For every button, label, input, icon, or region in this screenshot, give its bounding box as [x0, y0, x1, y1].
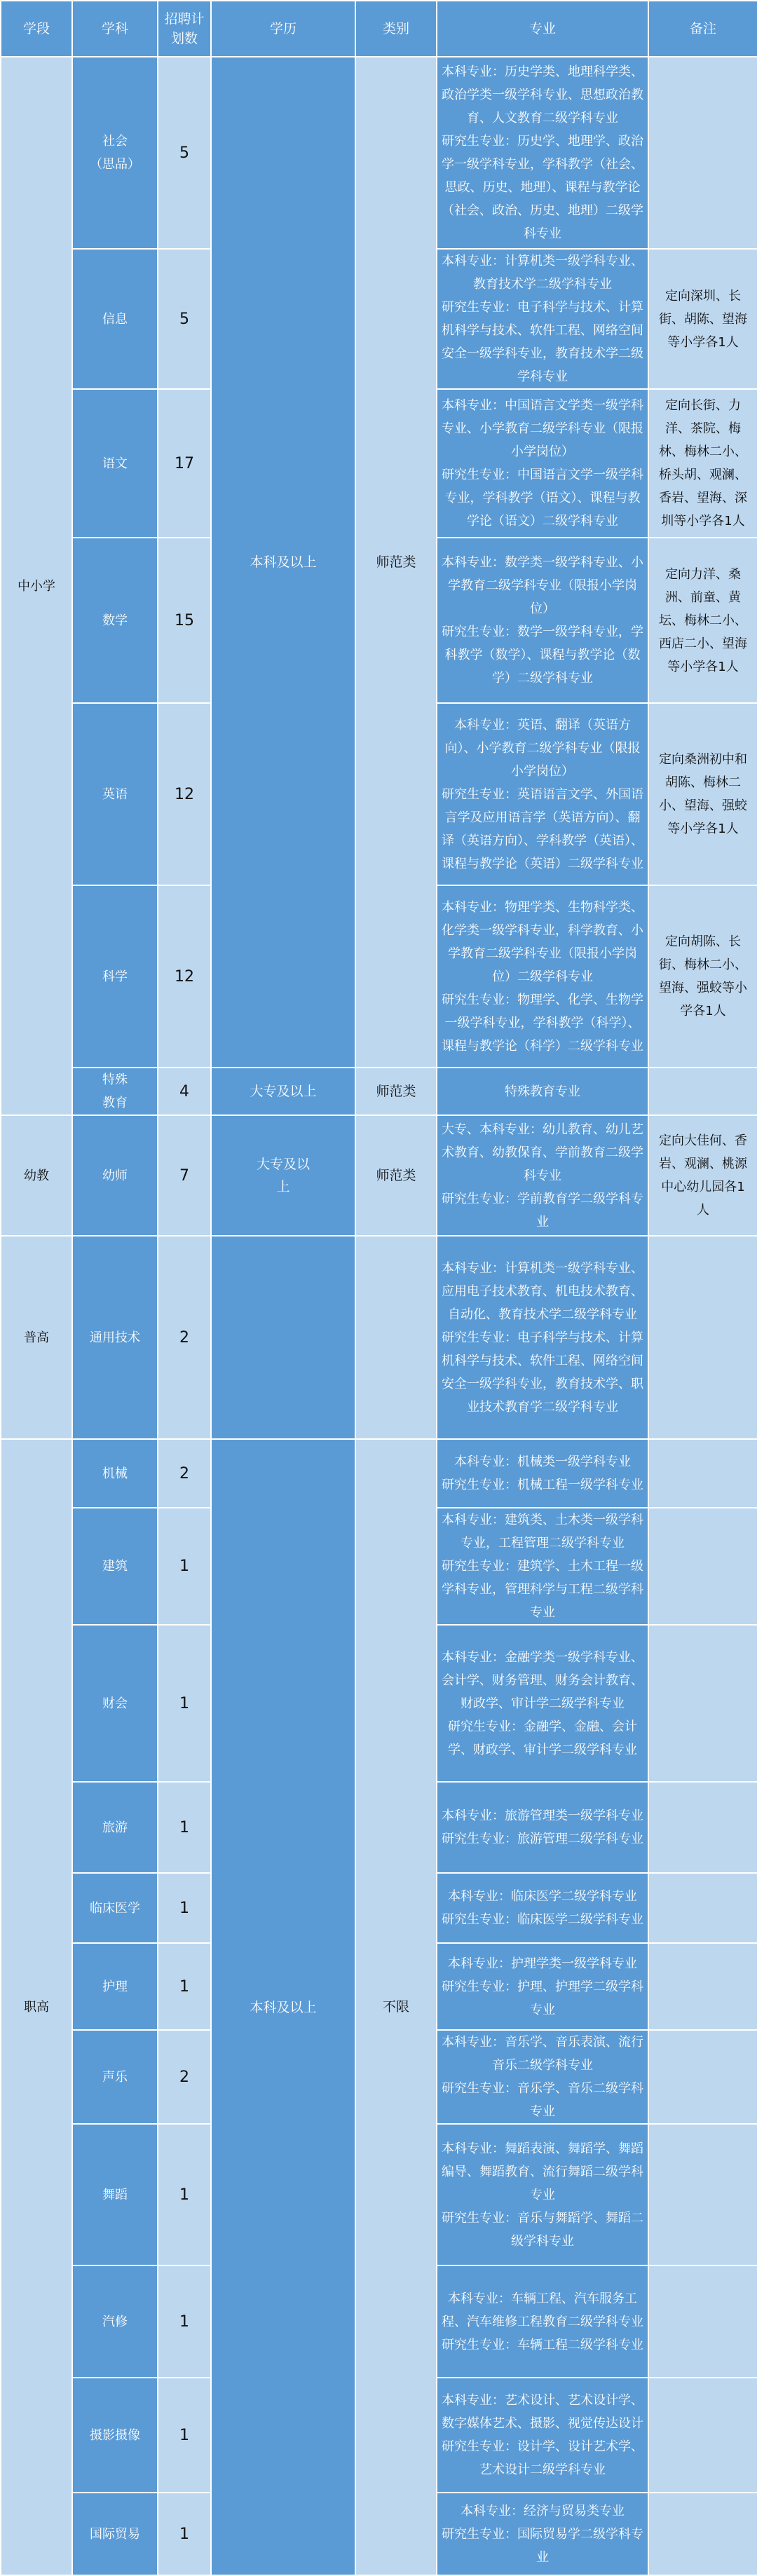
- header-cell: 学科: [72, 1, 158, 57]
- header-cell: 学段: [1, 1, 72, 57]
- count-cell: 1: [158, 2378, 211, 2493]
- major-cell: [437, 1782, 648, 1873]
- major-line: 研究生专业：旅游管理二级学科专业: [442, 1832, 643, 1846]
- education-cell: 大专及以上: [211, 1068, 355, 1115]
- stage-cell: 普高: [1, 1236, 72, 1439]
- subject-cell: 社会 （思品）: [72, 57, 158, 249]
- education-cell: 大专及以 上: [211, 1115, 355, 1236]
- count-cell: 1: [158, 1508, 211, 1625]
- major-line: 研究生专业：学前教育学二级学科专业: [442, 1191, 643, 1229]
- subject-cell: 摄影摄像: [72, 2378, 158, 2493]
- major-line: 研究生专业：车辆工程二级学科专业: [442, 2337, 643, 2352]
- subject-cell: 临床医学: [72, 1873, 158, 1943]
- major-line: 本科专业：英语、翻译（英语方向）、小学教育二级学科专业（限报小学岗位）: [444, 717, 641, 779]
- note-cell: [648, 1782, 757, 1873]
- major-cell: [437, 249, 648, 389]
- major-cell: [437, 1068, 648, 1115]
- major-line: 本科专业：机械类一级学科专业: [454, 1454, 631, 1469]
- major-cell: [437, 2265, 648, 2378]
- table-row: [1, 1115, 757, 1236]
- major-cell: [437, 1625, 648, 1782]
- major-line: 本科专业：经济与贸易类专业: [461, 2503, 625, 2519]
- subject-cell: 通用技术: [72, 1236, 158, 1439]
- table-row: [1, 1068, 757, 1115]
- count-cell: 17: [158, 389, 211, 538]
- subject-cell: 语文: [72, 389, 158, 538]
- note-cell: [648, 1439, 757, 1508]
- header-cell: 类别: [355, 1, 437, 57]
- major-line: 研究生专业：音乐学、音乐二级学科专业: [442, 2081, 643, 2119]
- major-line: 本科专业：计算机类一级学科专业、教育技术学二级学科专业: [442, 254, 643, 292]
- subject-cell: 旅游: [72, 1782, 158, 1873]
- count-cell: 1: [158, 1625, 211, 1782]
- subject-cell: 国际贸易: [72, 2493, 158, 2575]
- stage-cell: 中小学: [1, 57, 72, 1115]
- category-cell: [355, 1236, 437, 1439]
- major-line: 研究生专业：英语语言文学、外国语言学及应用语言学（英语方向）、翻译（英语方向）、学科教学（英语）、课程与教学论（英语）二级学科专业: [442, 786, 643, 871]
- major-cell: [437, 389, 648, 538]
- major-line: 本科专业：计算机类一级学科专业、应用电子技术教育、机电技术教育、自动化、教育技术学二级学科专业: [442, 1260, 643, 1322]
- count-cell: 12: [158, 885, 211, 1068]
- count-cell: 1: [158, 2265, 211, 2378]
- subject-cell: 数学: [72, 538, 158, 703]
- major-line: 研究生专业：护理、护理学二级学科专业: [442, 1979, 643, 2017]
- major-cell: [437, 57, 648, 249]
- major-cell: [437, 703, 648, 885]
- note-cell: [648, 1943, 757, 2030]
- header-cell: 专业: [437, 1, 648, 57]
- major-line: 本科专业：金融学类一级学科专业、会计学、财务管理、财务会计教育、财政学、审计学二级学科专业: [442, 1649, 643, 1711]
- subject-cell: 幼师: [72, 1115, 158, 1236]
- note-cell: 定向桑洲初中和胡陈、梅林二小、望海、强蛟等小学各1人: [648, 703, 757, 885]
- major-line: 研究生专业：金融学、金融、会计学、财政学、审计学二级学科专业: [448, 1719, 637, 1757]
- header-row: [1, 1, 757, 57]
- note-cell: 定向深圳、长街、胡陈、望海等小学各1人: [648, 249, 757, 389]
- note-cell: 定向胡陈、长街、梅林二小、望海、强蛟等小学各1人: [648, 885, 757, 1068]
- note-cell: [648, 2124, 757, 2265]
- major-cell: [437, 2493, 648, 2575]
- subject-cell: 信息: [72, 249, 158, 389]
- stage-cell: 职高: [1, 1439, 72, 2575]
- category-cell: 师范类: [355, 1115, 437, 1236]
- major-line: 研究生专业：电子科学与技术、计算机科学与技术、软件工程、网络空间安全一级学科专业，教育技术学、职业技术教育学二级学科专业: [442, 1330, 643, 1415]
- subject-cell: 汽修: [72, 2265, 158, 2378]
- subject-cell: 建筑: [72, 1508, 158, 1625]
- count-cell: 1: [158, 2493, 211, 2575]
- note-cell: [648, 57, 757, 249]
- count-cell: 1: [158, 1782, 211, 1873]
- education-cell: 本科及以上: [211, 1439, 355, 2575]
- major-cell: [437, 885, 648, 1068]
- major-cell: [437, 1439, 648, 1508]
- subject-cell: 英语: [72, 703, 158, 885]
- count-cell: 12: [158, 703, 211, 885]
- count-cell: 5: [158, 57, 211, 249]
- note-cell: [648, 1508, 757, 1625]
- table-row: [1, 1236, 757, 1439]
- major-line: 本科专业：物理学类、生物科学类、化学类一级学科专业，科学教育、小学教育二级学科专业（限报小学岗位）二级学科专业: [442, 899, 643, 984]
- major-line: 本科专业：建筑类、土木类一级学科专业，工程管理二级学科专业: [442, 1513, 643, 1551]
- note-cell: [648, 2493, 757, 2575]
- note-cell: [648, 1873, 757, 1943]
- major-cell: [437, 2030, 648, 2124]
- major-line: 本科专业：中国语言文学类一级学科专业、小学教育二级学科专业（限报小学岗位）: [442, 398, 643, 459]
- major-line: 研究生专业：设计学、设计艺术学、艺术设计二级学科专业: [442, 2439, 643, 2477]
- major-line: 研究生专业：历史学、地理学、政治学一级学科专业，学科教学（社会、思政、历史、地理）、课程与教学论（社会、政治、历史、地理）二级学科专业: [442, 134, 643, 241]
- count-cell: 1: [158, 1943, 211, 2030]
- note-cell: 定向力洋、桑洲、前童、黄坛、梅林二小、西店二小、望海等小学各1人: [648, 538, 757, 703]
- header-cell: 招聘计划数: [158, 1, 211, 57]
- major-line: 研究生专业：中国语言文学一级学科专业，学科教学（语文）、课程与教学论（语文）二级学科专业: [442, 468, 643, 529]
- major-cell: [437, 1115, 648, 1236]
- major-line: 大专、本科专业：幼儿教育、幼儿艺术教育、幼教保育、学前教育二级学科专业: [442, 1122, 643, 1183]
- major-line: 本科专业：车辆工程、汽车服务工程、汽车维修工程教育二级学科专业: [442, 2291, 643, 2329]
- major-cell: [437, 2124, 648, 2265]
- subject-cell: 声乐: [72, 2030, 158, 2124]
- major-cell: [437, 1236, 648, 1439]
- major-line: 本科专业：艺术设计、艺术设计学、数字媒体艺术、摄影、视觉传达设计: [442, 2393, 643, 2431]
- major-line: 本科专业：护理学类一级学科专业: [448, 1956, 637, 1971]
- note-cell: [648, 1625, 757, 1782]
- note-cell: [648, 2378, 757, 2493]
- education-cell: 本科及以上: [211, 57, 355, 1068]
- major-line: 本科专业：舞蹈表演、舞蹈学、舞蹈编导、舞蹈教育、流行舞蹈二级学科专业: [442, 2141, 643, 2202]
- major-line: 研究生专业：临床医学二级学科专业: [442, 1912, 643, 1927]
- count-cell: 1: [158, 2124, 211, 2265]
- major-cell: [437, 1508, 648, 1625]
- note-cell: 定向大佳何、香岩、观澜、桃源中心幼儿园各1人: [648, 1115, 757, 1236]
- count-cell: 2: [158, 1439, 211, 1508]
- major-cell: [437, 1873, 648, 1943]
- major-line: 研究生专业：电子科学与技术、计算机科学与技术、软件工程、网络空间安全一级学科专业，教育技术学二级学科专业: [442, 300, 643, 384]
- note-cell: [648, 2265, 757, 2378]
- category-cell: 师范类: [355, 1068, 437, 1115]
- major-line: 研究生专业：物理学、化学、生物学一级学科专业，学科教学（科学）、课程与教学论（科学）二级学科专业: [442, 992, 643, 1054]
- major-line: 研究生专业：机械工程一级学科专业: [442, 1478, 643, 1492]
- major-line: 本科专业：临床医学二级学科专业: [448, 1889, 637, 1904]
- count-cell: 5: [158, 249, 211, 389]
- stage-cell: 幼教: [1, 1115, 72, 1236]
- subject-cell: 特殊 教育: [72, 1068, 158, 1115]
- count-cell: 1: [158, 1873, 211, 1943]
- category-cell: 师范类: [355, 57, 437, 1068]
- major-line: 研究生专业：国际贸易学二级学科专业: [442, 2526, 643, 2565]
- subject-cell: 科学: [72, 885, 158, 1068]
- education-cell: [211, 1236, 355, 1439]
- subject-cell: 舞蹈: [72, 2124, 158, 2265]
- major-line: 研究生专业：数学一级学科专业，学科教学（数学）、课程与教学论（数学）二级学科专业: [442, 625, 643, 686]
- major-cell: [437, 538, 648, 703]
- subject-cell: 财会: [72, 1625, 158, 1782]
- count-cell: 15: [158, 538, 211, 703]
- count-cell: 7: [158, 1115, 211, 1236]
- major-line: 特殊教育专业: [505, 1084, 580, 1099]
- note-cell: [648, 1236, 757, 1439]
- major-line: 本科专业：数学类一级学科专业、小学教育二级学科专业（限报小学岗位）: [442, 555, 643, 616]
- count-cell: 4: [158, 1068, 211, 1115]
- count-cell: 2: [158, 2030, 211, 2124]
- header-cell: 学历: [211, 1, 355, 57]
- major-line: 本科专业：历史学类、地理科学类、政治学类一级学科专业、思想政治教育、人文教育二级学科专业: [442, 64, 643, 125]
- major-line: 研究生专业：建筑学、土木工程一级学科专业，管理科学与工程二级学科专业: [442, 1559, 643, 1620]
- note-cell: [648, 1068, 757, 1115]
- subject-cell: 机械: [72, 1439, 158, 1508]
- major-cell: [437, 1943, 648, 2030]
- category-cell: 不限: [355, 1439, 437, 2575]
- major-line: 本科专业：音乐学、音乐表演、流行音乐二级学科专业: [442, 2035, 643, 2073]
- subject-cell: 护理: [72, 1943, 158, 2030]
- major-line: 本科专业：旅游管理类一级学科专业: [442, 1808, 643, 1823]
- major-line: 研究生专业：音乐与舞蹈学、舞蹈二级学科专业: [442, 2210, 643, 2249]
- major-cell: [437, 2378, 648, 2493]
- header-cell: 备注: [648, 1, 757, 57]
- count-cell: 2: [158, 1236, 211, 1439]
- note-cell: 定向长街、力洋、茶院、梅林、梅林二小、桥头胡、观澜、香岩、望海、深圳等小学各1人: [648, 389, 757, 538]
- table-row: [1, 57, 757, 249]
- note-cell: [648, 2030, 757, 2124]
- table-row: [1, 1439, 757, 1508]
